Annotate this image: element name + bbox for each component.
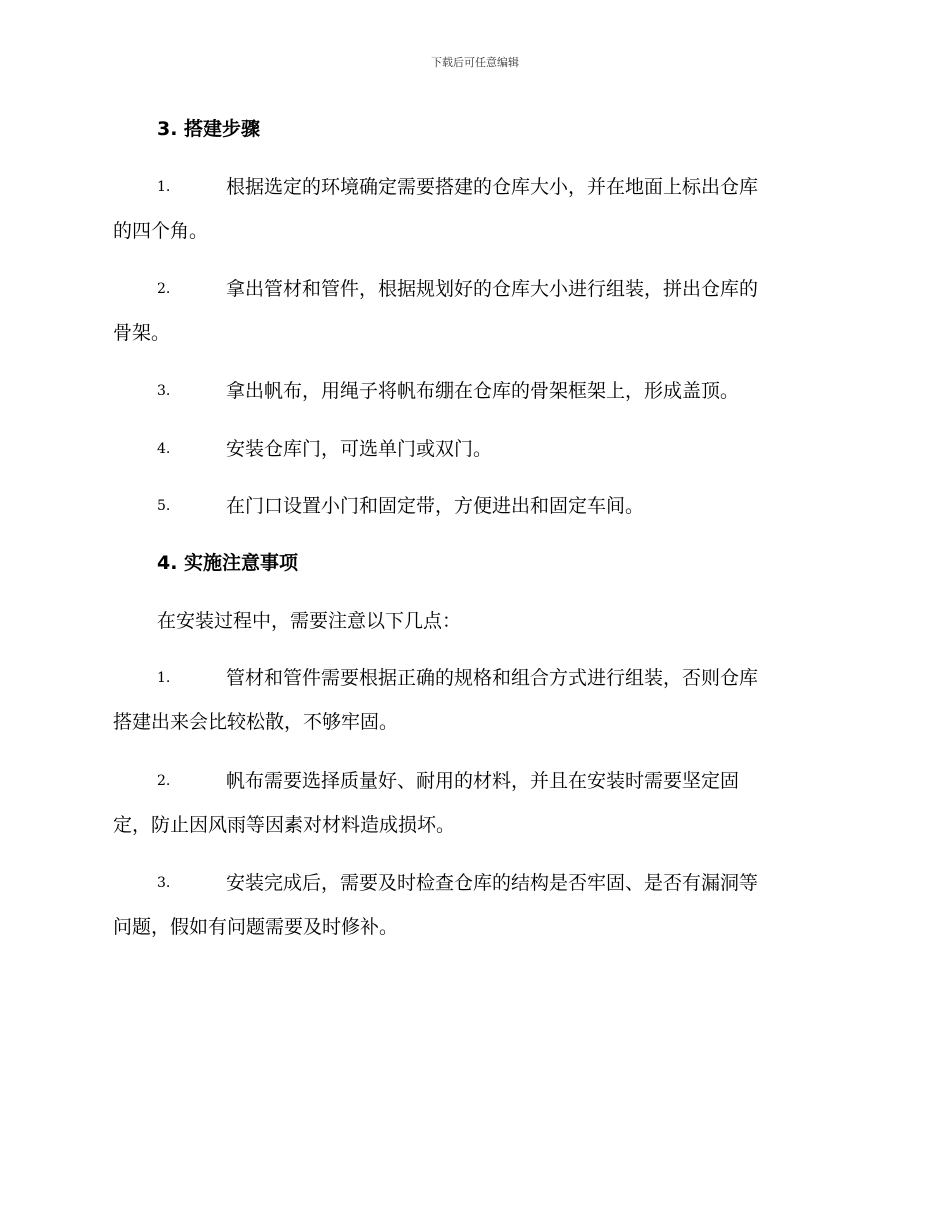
- list-number: 2.: [157, 773, 171, 789]
- list-number: 3.: [157, 383, 171, 399]
- list-item-text: 管材和管件需要根据正确的规格和组合方式进行组装，否则仓库: [226, 667, 759, 689]
- section-4-intro: 在安装过程中，需要注意以下几点：: [157, 610, 462, 632]
- list-item-text-continued: 定，防止因风雨等因素对材料造成损坏。: [113, 814, 456, 836]
- list-item-text: 帆布需要选择质量好、耐用的材料，并且在安装时需要坚定固: [226, 770, 740, 792]
- section-3-heading: 3. 搭建步骤: [157, 118, 261, 140]
- list-number: 2.: [157, 281, 171, 297]
- list-item-text-continued: 骨架。: [113, 322, 171, 344]
- header-note: 下载后可任意编辑: [431, 56, 519, 69]
- section-3-list-item-2: [113, 267, 835, 355]
- list-item-text: 安装完成后，需要及时检查仓库的结构是否牢固、是否有漏洞等: [226, 872, 759, 894]
- list-item-text-continued: 的四个角。: [113, 220, 209, 242]
- list-item-text-continued: 问题，假如有问题需要及时修补。: [113, 916, 399, 938]
- list-number: 3.: [157, 875, 171, 891]
- section-4-heading: 4. 实施注意事项: [157, 552, 299, 574]
- list-number: 1.: [157, 670, 171, 686]
- section-4-list-item-1: [113, 656, 835, 744]
- section-3-list-item-5: [113, 484, 835, 528]
- list-number: 5.: [157, 498, 171, 514]
- list-number: 4.: [157, 441, 171, 457]
- section-3-list-item-4: [113, 427, 835, 471]
- list-item-text: 在门口设置小门和固定带，方便进出和固定车间。: [226, 495, 645, 517]
- list-item-text: 安装仓库门，可选单门或双门。: [226, 438, 493, 460]
- list-item-text: 根据选定的环境确定需要搭建的仓库大小，并在地面上标出仓库: [226, 176, 759, 198]
- section-4-list-item-2: [113, 759, 835, 847]
- section-3-list-item-1: [113, 165, 835, 253]
- section-4-list-item-3: [113, 861, 835, 949]
- list-number: 1.: [157, 179, 171, 195]
- list-item-text: 拿出管材和管件，根据规划好的仓库大小进行组装，拼出仓库的: [226, 278, 759, 300]
- section-3-list-item-3: [113, 369, 835, 413]
- list-item-text: 拿出帆布，用绳子将帆布绷在仓库的骨架框架上，形成盖顶。: [226, 380, 740, 402]
- list-item-text-continued: 搭建出来会比较松散，不够牢固。: [113, 711, 399, 733]
